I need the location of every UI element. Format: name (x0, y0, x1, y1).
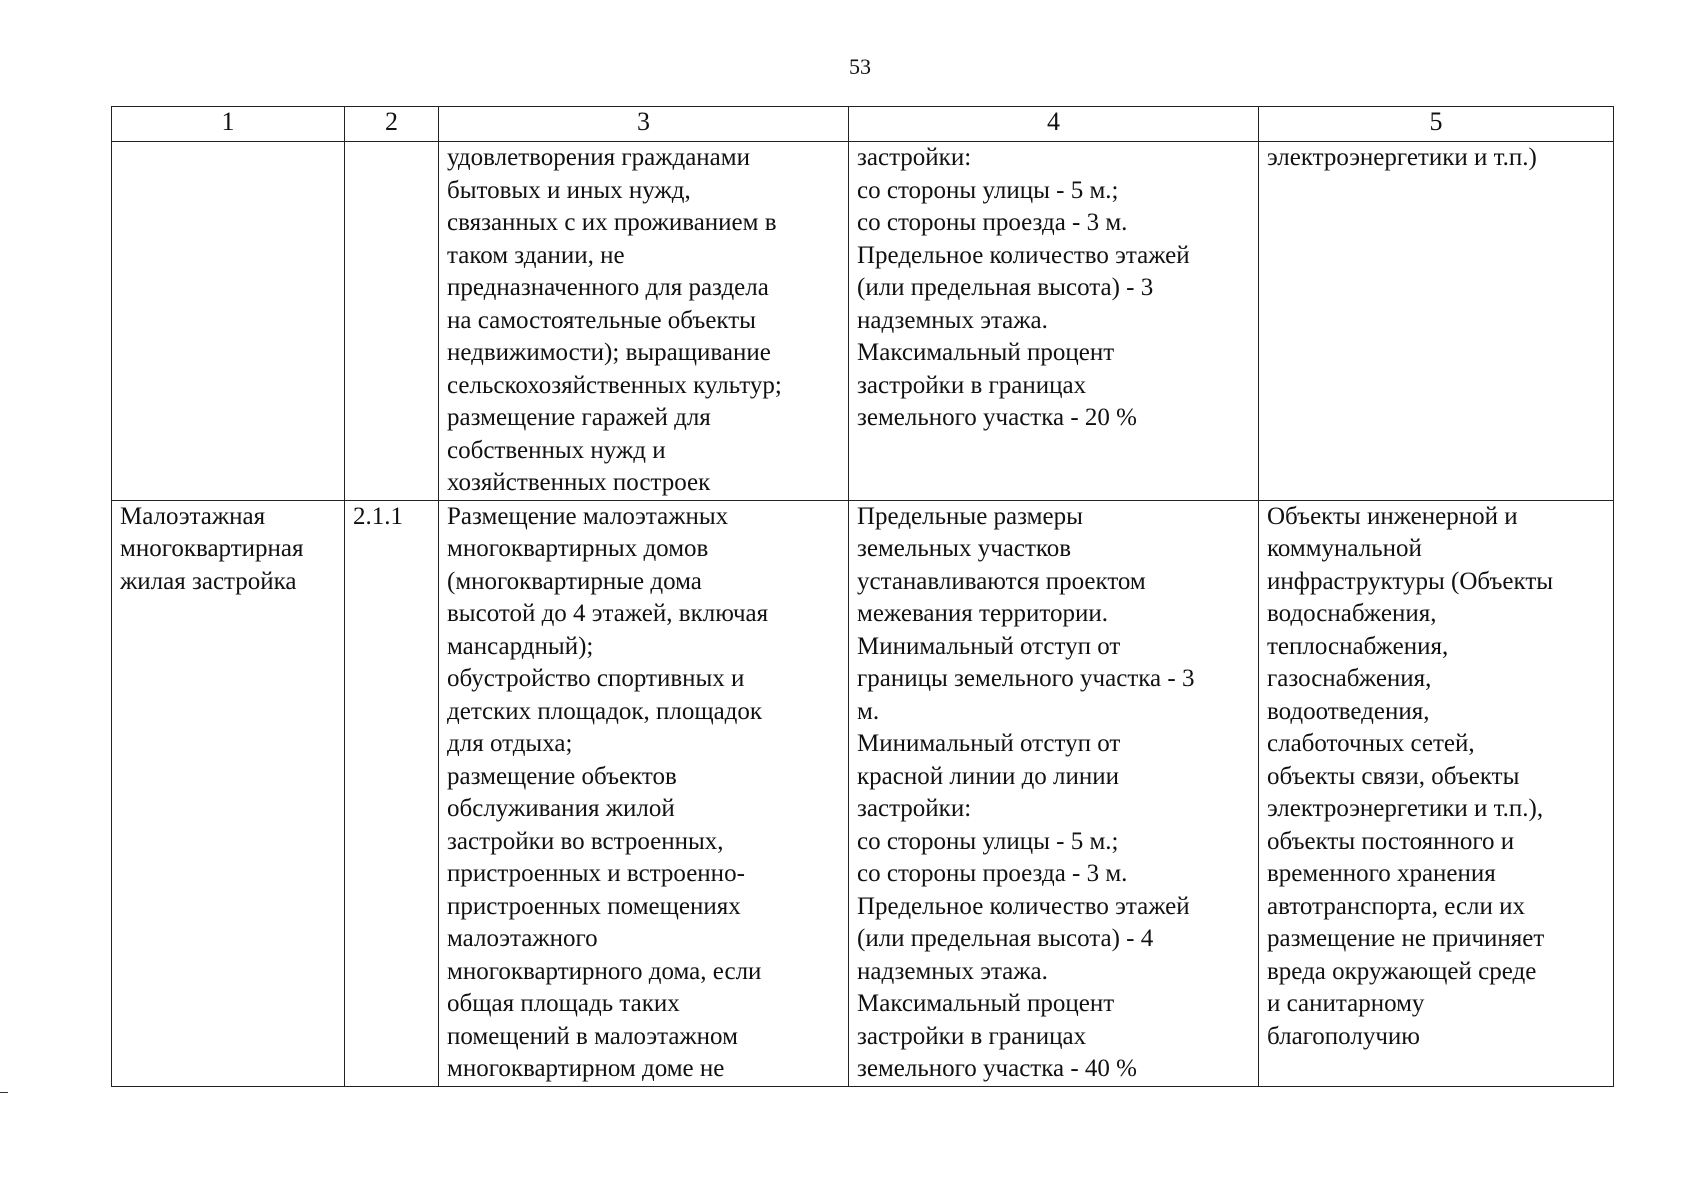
notes-cell (1259, 142, 1614, 501)
construction-parameters: застройки: со стороны улицы - 5 м.; со стороны проезда - 3 м. Предельное количество этажей (или предельная высота) - 3 надземных этажа. Максимальный процент застройки в границах земельного участка - 20 % (857, 144, 1190, 431)
table-row (112, 500, 1614, 1086)
land-use-code: 2.1.1 (353, 502, 403, 530)
zoning-table (111, 106, 1614, 1087)
scan-margin-mark (0, 1092, 8, 1093)
column-header-3: 3 (439, 107, 849, 142)
page-number: 53 (849, 54, 871, 79)
column-header-1: 1 (112, 107, 345, 142)
parameters-cell (849, 500, 1259, 1086)
land-use-name-cell (112, 142, 345, 501)
land-use-name: Малоэтажная многоквартирная жилая застройка (120, 502, 304, 595)
table-header-row (112, 107, 1614, 142)
description-cell (439, 500, 849, 1086)
description-cell (439, 142, 849, 501)
column-header-2: 2 (345, 107, 439, 142)
construction-parameters: Предельные размеры земельных участков устанавливаются проектом межевания территории. Минимальный отступ от границы земельного участка - 3 м. Минимальный отступ от красной линии до линии застройки: со стороны улицы - 5 м.; со стороны проезда - 3 м. Предельное количество этажей (или предельная высота) - 4 надземных этажа. Максимальный процент застройки в границах земельного участка - 40 % (857, 502, 1195, 1082)
land-use-name-cell (112, 500, 345, 1086)
land-use-code-cell (345, 500, 439, 1086)
land-use-description: Размещение малоэтажных многоквартирных домов (многоквартирные дома высотой до 4 этажей, включая мансардный); обустройство спортивных и детских площадок, площадок для отдыха; размещение объектов обслуживания жилой застройки во встроенных, пристроенных и встроенно- пристроенных помещениях малоэтажного многоквартирного дома, если общая площадь таких помещений в малоэтажном многоквартирном доме не (447, 502, 769, 1082)
permitted-objects: электроэнергетики и т.п.) (1267, 144, 1537, 171)
table-row (112, 142, 1614, 501)
column-header-4: 4 (849, 107, 1259, 142)
permitted-objects: Объекты инженерной и коммунальной инфраструктуры (Объекты водоснабжения, теплоснабжения, газоснабжения, водоотведения, слаботочных сетей, объекты связи, объекты электроэнергетики и т.п.), объекты постоянного и временного хранения автотранспорта, если их размещение не причиняет вреда окружающей среде и санитарному благополучию (1267, 502, 1554, 1050)
notes-cell (1259, 500, 1614, 1086)
land-use-code-cell (345, 142, 439, 501)
column-header-5: 5 (1259, 107, 1614, 142)
land-use-description: удовлетворения гражданами бытовых и иных нужд, связанных с их проживанием в таком здании, не предназначенного для раздела на самостоятельные объекты недвижимости); выращивание сельскохозяйственных культур; размещение гаражей для собственных нужд и хозяйственных построек (447, 144, 782, 496)
parameters-cell (849, 142, 1259, 501)
